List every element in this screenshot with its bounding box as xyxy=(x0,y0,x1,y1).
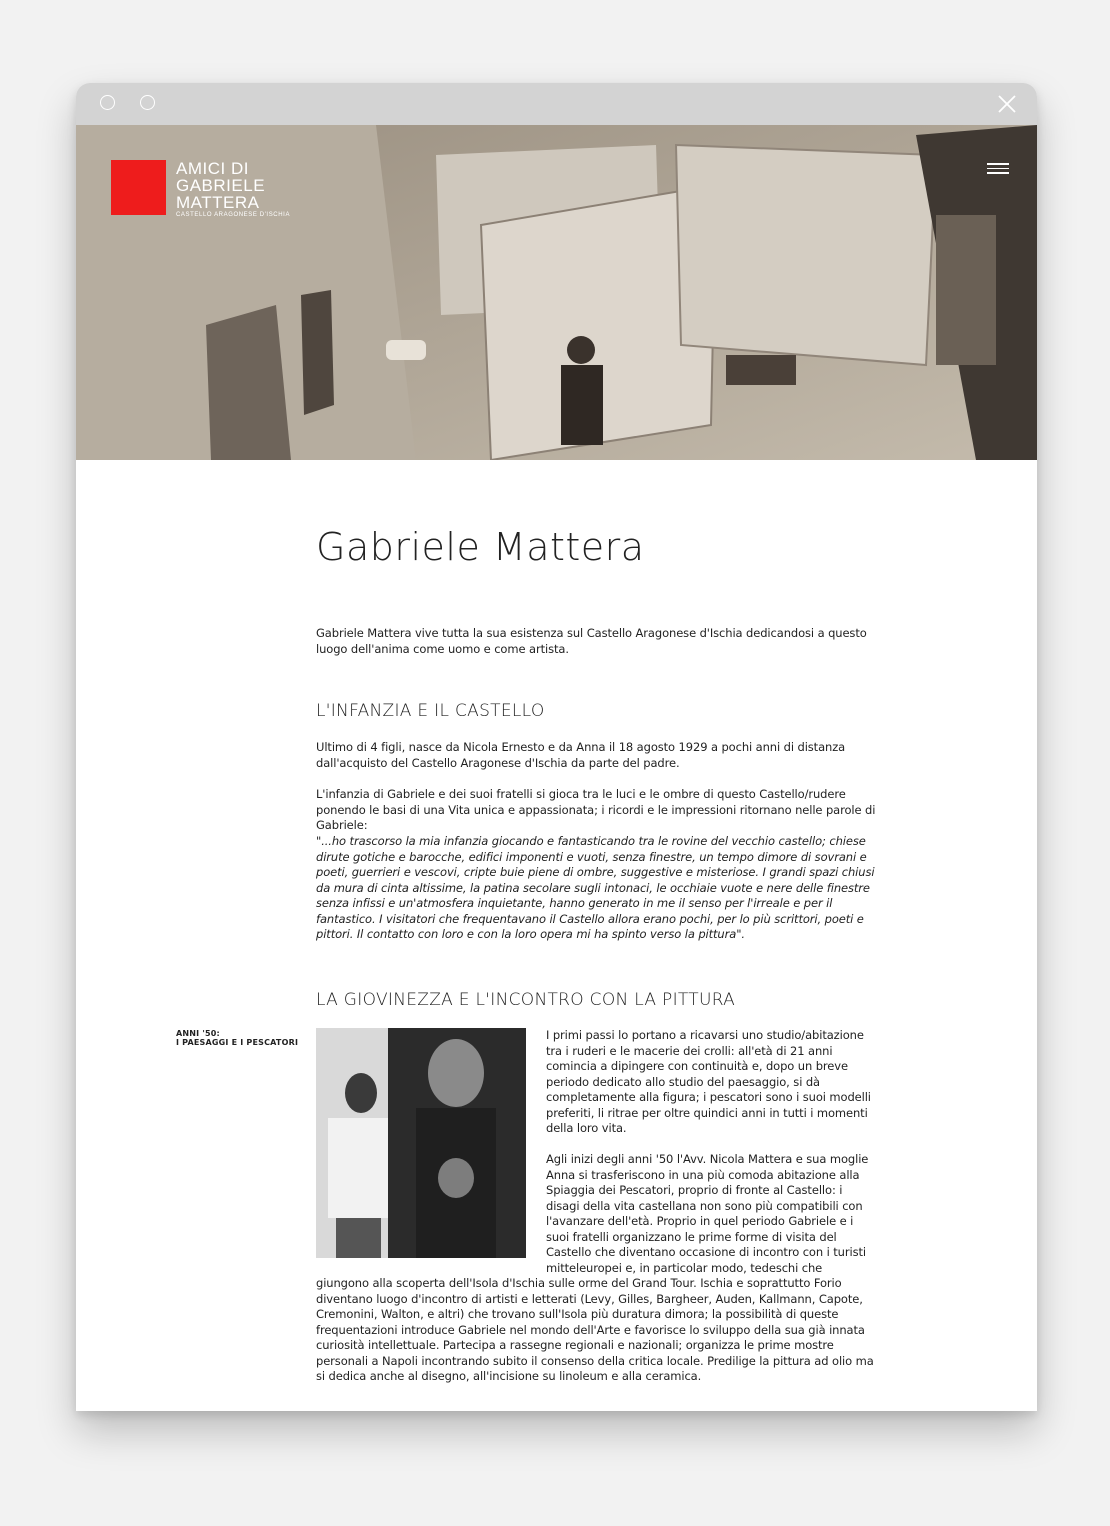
window-titlebar xyxy=(76,83,1037,125)
logo-line-2: GABRIELE xyxy=(176,176,266,195)
browser-window xyxy=(76,83,1037,1411)
page-title: Gabriele Mattera xyxy=(316,525,645,569)
artist-portrait-photo xyxy=(316,1028,526,1258)
hamburger-icon[interactable] xyxy=(987,163,1009,177)
giovinezza-paragraph-1: I primi passi lo portano a ricavarsi uno studio/abitazione tra i ruderi e le macerie dei crolli: all'età di 21 anni comincia a dipingere con continuità e, dopo un breve periodo dedicato allo studio del paesaggio, si dà completamente alla figura; i pescatori sono i suoi modelli preferiti, li ritrae per oltre quindici anni in tutti i momenti della loro vita. xyxy=(546,1028,871,1135)
section-title-giovinezza: LA GIOVINEZZA E L'INCONTRO CON LA PITTURA xyxy=(316,990,736,1010)
infanzia-quote: "...ho trascorso la mia infanzia giocando e fantasticando tra le rovine del vecchio castello; chiese dirute gotiche e barocche, edifici imponenti e vuoti, senza finestre, un tempo dimore di sovrani e poeti, guerrieri e vescovi, cripte buie piene di ombre, suggestive e misteriose. I grandi spazi chiusi da mura di cinta altissime, la patina secolare sugli intonaci, le occhiaie vuote e nere delle finestre senza infissi e un'atmosfera inquietante, hanno generato in me il senso per l'irreale e per il fantastico. I visitatori che frequentavano il Castello allora erano pochi, per lo più scrittori, poeti e pittori. Il contatto con loro e con la loro opera mi ha spinto verso la pittura". xyxy=(316,834,875,941)
side-label xyxy=(176,1029,306,1047)
logo-line-3: MATTERA xyxy=(176,193,260,212)
window-button-1[interactable] xyxy=(100,95,115,110)
close-icon[interactable] xyxy=(997,94,1017,114)
giovinezza-block xyxy=(316,1028,878,1400)
intro-paragraph: Gabriele Mattera vive tutta la sua esistenza sul Castello Aragonese d'Ischia dedicandosi a questo luogo dell'anima come uomo e come artista. xyxy=(316,626,867,656)
section-title-infanzia: L'INFANZIA E IL CASTELLO xyxy=(316,701,545,721)
logo-text[interactable] xyxy=(176,160,290,220)
side-label-line-2: I PAESAGGI E I PESCATORI xyxy=(176,1038,299,1047)
logo-subtitle: CASTELLO ARAGONESE D'ISCHIA xyxy=(176,212,291,218)
logo-mark[interactable] xyxy=(111,160,166,215)
hero-image xyxy=(76,125,1037,460)
side-label-line-1: ANNI '50: xyxy=(176,1029,220,1038)
giovinezza-paragraph-2: Agli inizi degli anni '50 l'Avv. Nicola Mattera e sua moglie Anna si trasferiscono in una più comoda abitazione alla Spiaggia dei Pescatori, proprio di fronte al Castello: i disagi della vita castellana non sono più compatibili con l'avanzare dell'età. Proprio in quel periodo Gabriele e i suoi fratelli organizzano le prime forme di visita del Castello che diventano occasione di incontro con i turisti mitteleuropei e, in particolar modo, tedeschi che giungono alla scoperta dell'Isola d'Ischia sulle orme del Grand Tour. Ischia e soprattutto Forio diventano luogo d'incontro di artisti e letterati (Levy, Gilles, Bargheer, Auden, Kallmann, Capote, Cremonini, Walton, e altri) che trovano sull'Isola più duratura dimora; la possibilità di queste frequentazioni introduce Gabriele nel mondo dell'Arte e favorisce lo sviluppo della sua già innata curiosità intellettuale. Partecipa a rassegne regionali e nazionali; organizza le prime mostre personali a Napoli incontrando subito il consenso della critica locale. Predilige la pittura ad olio ma si dedica anche al disegno, all'incisione su linoleum e alla ceramica. xyxy=(316,1152,874,1383)
infanzia-paragraph-2: L'infanzia di Gabriele e dei suoi fratelli si gioca tra le luci e le ombre di questo Castello/rudere ponendo le basi di una Vita unica e appassionata; i ricordi e le impressioni ritornano nelle parole di Gabriele: xyxy=(316,787,876,832)
logo-line-1: AMICI DI xyxy=(176,159,249,178)
window-button-2[interactable] xyxy=(140,95,155,110)
infanzia-paragraph-1: Ultimo di 4 figli, nasce da Nicola Ernesto e da Anna il 18 agosto 1929 a pochi anni di distanza dall'acquisto del Castello Aragonese d'Ischia da parte del padre. xyxy=(316,740,846,770)
